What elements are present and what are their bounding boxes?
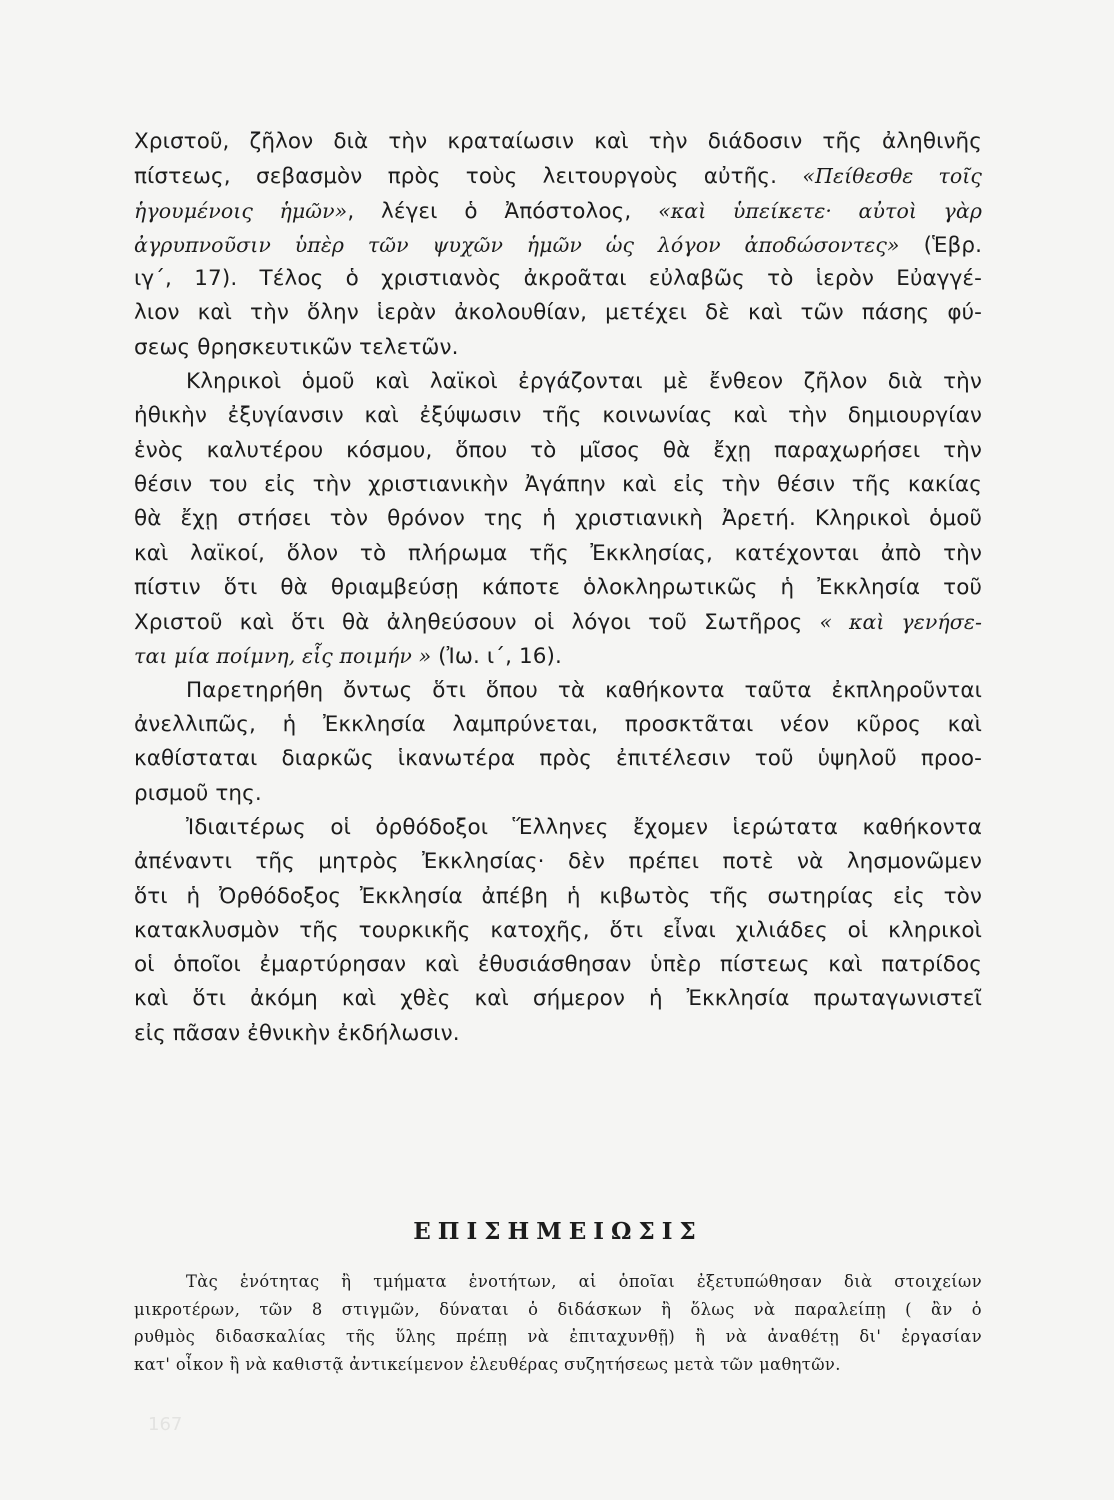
text-run: πίστιν ὅτι θὰ θριαμβεύσῃ κάποτε ὁλοκληρωτικῶς ἡ Ἐκκλησία τοῦ	[134, 574, 982, 600]
text-line	[134, 296, 982, 330]
text-line	[134, 262, 982, 296]
text-line	[134, 982, 982, 1016]
text-run: Παρετηρήθη ὄντως ὅτι ὅπου τὰ καθήκοντα ταῦτα ἐκπληροῦνται	[186, 677, 982, 703]
text-run: λιον καὶ τὴν ὅλην ἱερὰν ἀκολουθίαν, μετέχει δὲ καὶ τῶν πάσης φύ-	[134, 300, 982, 326]
text-line	[134, 468, 982, 502]
text-run: Κληρικοὶ ὁμοῦ καὶ λαϊκοὶ ἐργάζονται μὲ ἔνθεον ζῆλον διὰ τὴν	[186, 369, 982, 395]
text-run: καὶ ὅτι ἀκόμη καὶ χθὲς καὶ σήμερον ἡ Ἐκκλησία πρωταγωνιστεῖ	[134, 986, 982, 1012]
text-line	[134, 194, 982, 228]
text-run: (Ἑβρ.	[899, 232, 983, 258]
text-run: ἀνελλιπῶς, ἡ Ἐκκλησία λαμπρύνεται, προσκτᾶται νέον κῦρος καὶ	[134, 712, 982, 738]
italic-quote: «καὶ ὑπείκετε· αὐτοὶ γὰρ	[658, 198, 982, 223]
text-line	[134, 880, 982, 914]
text-run: θὰ ἔχῃ στήσει τὸν θρόνον της ἡ χριστιανικὴ Ἀρετή. Κληρικοὶ ὁμοῦ	[134, 506, 982, 532]
note-line: Τὰς ἑνότητας ἢ τμήματα ἑνοτήτων, αἱ ὁποῖαι ἐξετυπώθησαν διὰ στοιχείων	[186, 1272, 982, 1291]
note-line: μικροτέρων, τῶν 8 στιγμῶν, δύναται ὁ διδάσκων ἢ ὅλως νὰ παραλείπῃ ( ἂν ὁ	[134, 1299, 982, 1319]
text-line	[134, 605, 982, 639]
text-line	[134, 365, 982, 399]
text-run: ὅτι ἡ Ὀρθόδοξος Ἐκκλησία ἀπέβη ἡ κιβωτὸς τῆς σωτηρίας εἰς τὸν	[134, 883, 982, 909]
text-line	[134, 502, 982, 536]
text-line	[134, 948, 982, 982]
text-run: Χριστοῦ καὶ ὅτι θὰ ἀληθεύσουν οἱ λόγοι τοῦ Σωτῆρος	[134, 610, 820, 636]
note-line: κατ' οἶκον ἢ νὰ καθιστᾷ ἀντικείμενον ἐλευθέρας συζητήσεως μετὰ τῶν μαθητῶν.	[134, 1354, 841, 1374]
text-line	[134, 159, 982, 193]
text-line	[134, 399, 982, 433]
body-text	[134, 125, 982, 1051]
text-line	[134, 811, 982, 845]
italic-quote: ἡγουμένοις ἡμῶν»	[134, 198, 348, 223]
text-run: εἰς πᾶσαν ἐθνικὴν ἐκδήλωσιν.	[134, 1020, 460, 1046]
italic-quote: ἀγρυπνοῦσιν ὑπὲρ τῶν ψυχῶν ἡμῶν ὡς λόγον ἀποδώσοντες»	[134, 232, 900, 257]
text-line	[134, 537, 982, 571]
text-line	[134, 674, 982, 708]
note-line: ρυθμὸς διδασκαλίας τῆς ὕλης πρέπῃ νὰ ἐπιταχυνθῇ) ἢ νὰ ἀναθέτῃ δι' ἐργασίαν	[134, 1327, 982, 1346]
italic-quote: «Πείθεσθε τοῖς	[802, 164, 982, 189]
text-line	[134, 125, 982, 159]
text-run: , λέγει ὁ Ἀπόστολος,	[347, 198, 659, 224]
text-line	[134, 639, 982, 673]
text-line	[134, 228, 982, 262]
text-run: Ἰδιαιτέρως οἱ ὀρθόδοξοι Ἕλληνες ἔχομεν ἱερώτατα καθήκοντα	[186, 814, 982, 840]
text-run: θέσιν του εἰς τὴν χριστιανικὴν Ἀγάπην καὶ εἰς τὴν θέσιν τῆς κακίας	[134, 471, 982, 497]
text-line	[134, 777, 982, 811]
text-run: σεως θρησκευτικῶν τελετῶν.	[134, 334, 459, 360]
text-run: ἀπέναντι τῆς μητρὸς Ἐκκλησίας· δὲν πρέπει ποτὲ νὰ λησμονῶμεν	[134, 849, 982, 875]
text-line	[134, 571, 982, 605]
text-line	[134, 742, 982, 776]
text-line	[134, 845, 982, 879]
text-line	[134, 1017, 982, 1051]
text-run: ἠθικὴν ἐξυγίανσιν καὶ ἐξύψωσιν τῆς κοινωνίας καὶ τὴν δημιουργίαν	[134, 403, 982, 429]
text-run: Χριστοῦ, ζῆλον διὰ τὴν κραταίωσιν καὶ τὴν διάδοσιν τῆς ἀληθινῆς	[134, 129, 982, 154]
text-run: πίστεως, σεβασμὸν πρὸς τοὺς λειτουργοὺς αὐτῆς.	[134, 164, 803, 190]
text-line	[134, 914, 982, 948]
text-run: ιγ΄, 17). Τέλος ὁ χριστιανὸς ἀκροᾶται εὐλαβῶς τὸ ἱερὸν Εὐαγγέ-	[134, 266, 982, 292]
text-run: κατακλυσμὸν τῆς τουρκικῆς κατοχῆς, ὅτι εἶναι χιλιάδες οἱ κληρικοὶ	[134, 917, 982, 943]
text-line	[134, 434, 982, 468]
note-heading: ΕΠΙΣΗΜΕΙΩΣΙΣ	[413, 1218, 703, 1245]
text-line	[134, 331, 982, 365]
text-run: καθίσταται διαρκῶς ἱκανωτέρα πρὸς ἐπιτέλεσιν τοῦ ὑψηλοῦ προο-	[134, 746, 982, 772]
italic-quote: « καὶ γενήσε-	[819, 610, 982, 635]
page-number: 167	[148, 1414, 183, 1435]
text-run: ἑνὸς καλυτέρου κόσμου, ὅπου τὸ μῖσος θὰ ἔχῃ παραχωρήσει τὴν	[134, 437, 982, 463]
text-line	[134, 708, 982, 742]
note-text	[134, 1268, 982, 1378]
text-run: (Ἰω. ι΄, 16).	[431, 644, 562, 670]
text-run: οἱ ὁποῖοι ἐμαρτύρησαν καὶ ἐθυσιάσθησαν ὑπὲρ πίστεως καὶ πατρίδος	[134, 952, 982, 978]
italic-quote: ται μία ποίμνη, εἷς ποιμήν »	[134, 644, 432, 669]
text-run: ρισμοῦ της.	[134, 780, 262, 806]
text-run: καὶ λαϊκοί, ὅλον τὸ πλήρωμα τῆς Ἐκκλησίας, κατέχονται ἀπὸ τὴν	[134, 540, 982, 566]
